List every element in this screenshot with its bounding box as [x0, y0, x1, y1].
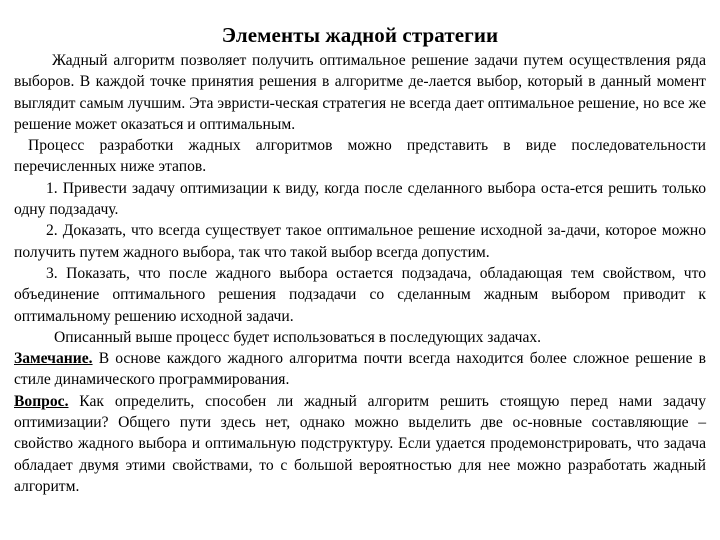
- document-page: [14, 22, 706, 497]
- question-text: Как определить, способен ли жадный алгоритм решить стоящую перед нами задачу оптимизации? Общего пути здесь нет, однако можно выделить две ос-новные составляющие – свойство жадного выбора и оптимальную подструктуру. Если удается продемонстрировать, что задача обладает двумя этими свойствами, то с большой вероятностью для нее можно разработать жадный алгоритм.: [14, 392, 706, 495]
- step-3-paragraph: 3. Показать, что после жадного выбора остается подзадача, обладающая тем свойством, что объединение оптимального решения подзадачи со сделанным жадным выбором приводит к оптимальному решению исходной задачи.: [14, 264, 706, 325]
- question-paragraph: [14, 391, 706, 497]
- page-title: Элементы жадной стратегии: [221, 23, 499, 47]
- question-label: Вопрос.: [14, 392, 69, 410]
- intro-paragraph: Жадный алгоритм позволяет получить оптимальное решение задачи путем осуществления ряда выборов. В каждой точке принятия решения в алгоритме де-лается выбор, который в данный момент выглядит самым лучшим. Эта эвристи-ческая стратегия не всегда дает оптимальное решение, но все же решение может оказаться и оптимальным.: [14, 52, 706, 133]
- step-2-paragraph: 2. Доказать, что всегда существует такое оптимальное решение исходной за-дачи, которое можно получить путем жадного выбора, так что такой выбор всегда допустим.: [14, 222, 706, 261]
- usage-paragraph: Описанный выше процесс будет использоваться в последующих задачах.: [54, 328, 542, 346]
- note-label: Замечание.: [14, 350, 93, 368]
- note-paragraph: [14, 348, 706, 391]
- document-body: [14, 50, 706, 497]
- process-paragraph: Процесс разработки жадных алгоритмов можно представить в виде последовательности перечисленных ниже этапов.: [14, 137, 706, 176]
- step-1-paragraph: 1. Привести задачу оптимизации к виду, когда после сделанного выбора оста-ется решить только одну подзадачу.: [14, 179, 706, 219]
- note-text: В основе каждого жадного алгоритма почти всегда находится более сложное решение в стиле динамического программирования.: [14, 350, 706, 389]
